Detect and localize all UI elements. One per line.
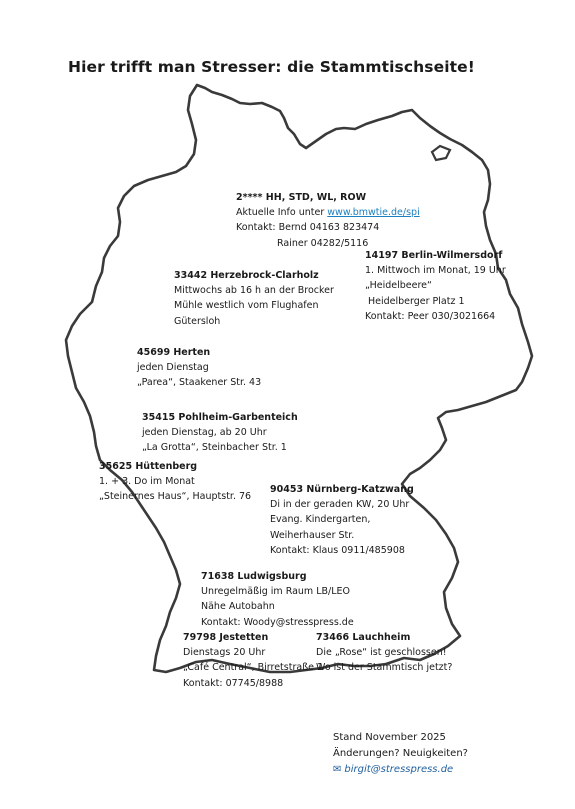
entry-herten-head: 45699 Herten bbox=[137, 347, 211, 358]
entry-jestetten-l3: Kontakt: 07745/8988 bbox=[183, 677, 284, 689]
entry-herzebrock-head: 33442 Herzebrock-Clarholz bbox=[174, 270, 319, 281]
mail-icon: ✉ bbox=[333, 764, 342, 775]
entry-hh-info bbox=[236, 205, 420, 220]
entry-jestetten-head: 79798 Jestetten bbox=[183, 632, 269, 643]
entry-huettenberg bbox=[99, 459, 251, 505]
entry-herzebrock bbox=[174, 268, 334, 329]
entry-huettenberg-head: 35625 Hüttenberg bbox=[99, 461, 198, 472]
entry-ludwigsburg-head: 71638 Ludwigsburg bbox=[201, 571, 307, 582]
entry-hh-contact1: Kontakt: Bernd 04163 823474 bbox=[236, 222, 380, 234]
entry-herzebrock-l2: Mühle westlich vom Flughafen bbox=[174, 300, 319, 312]
entry-hh bbox=[236, 190, 420, 251]
entry-nuernberg-l1: Di in der geraden KW, 20 Uhr bbox=[270, 499, 410, 511]
entry-ludwigsburg-l1: Unregelmäßig im Raum LB/LEO bbox=[201, 586, 350, 598]
entry-ludwigsburg bbox=[201, 569, 354, 630]
entry-berlin-l2: „Heidelbeere“ bbox=[365, 280, 432, 292]
entry-lauchheim-head: 73466 Lauchheim bbox=[316, 632, 411, 643]
entry-jestetten-l1: Dienstags 20 Uhr bbox=[183, 647, 266, 659]
footer-email[interactable]: birgit@stresspress.de bbox=[344, 764, 454, 775]
entry-nuernberg-head: 90453 Nürnberg-Katzwang bbox=[270, 484, 414, 495]
entry-herzebrock-l1: Mittwochs ab 16 h an der Brocker bbox=[174, 285, 334, 297]
entry-hh-info-link[interactable]: www.bmwtie.de/spi bbox=[327, 207, 420, 219]
entry-herten-l2: „Parea“, Staakener Str. 43 bbox=[137, 377, 262, 389]
entry-nuernberg-l3: Weiherhauser Str. bbox=[270, 529, 355, 541]
entry-nuernberg-l4: Kontakt: Klaus 0911/485908 bbox=[270, 544, 405, 556]
entry-herten-l1: jeden Dienstag bbox=[137, 362, 209, 374]
entry-ludwigsburg-l3: Kontakt: Woody@stresspress.de bbox=[201, 616, 354, 628]
entry-berlin-head: 14197 Berlin-Wilmersdorf bbox=[365, 250, 503, 261]
entry-berlin-l3: Heidelberger Platz 1 bbox=[368, 295, 465, 307]
entry-berlin-l4: Kontakt: Peer 030/3021664 bbox=[365, 310, 496, 322]
entry-jestetten-l2: „Café Central“, Birretstraße 1 bbox=[183, 662, 324, 674]
entry-jestetten bbox=[183, 630, 323, 691]
entry-hh-info-prefix: Aktuelle Info unter bbox=[236, 207, 328, 219]
entry-pohlheim bbox=[142, 410, 298, 456]
entry-pohlheim-l2: „La Grotta“, Steinbacher Str. 1 bbox=[142, 442, 287, 454]
entry-nuernberg bbox=[270, 482, 414, 558]
entry-lauchheim-l1: Die „Rose“ ist geschlossen! bbox=[316, 647, 447, 659]
entry-huettenberg-l2: „Steinernes Haus“, Hauptstr. 76 bbox=[99, 491, 252, 503]
entry-berlin-l1: 1. Mittwoch im Monat, 19 Uhr bbox=[365, 265, 506, 277]
page-title: Hier trifft man Stresser: die Stammtischseite! bbox=[68, 58, 475, 76]
entry-pohlheim-l1: jeden Dienstag, ab 20 Uhr bbox=[142, 427, 267, 439]
footer-stand: Stand November 2025 bbox=[333, 732, 446, 743]
entry-pohlheim-head: 35415 Pohlheim-Garbenteich bbox=[142, 412, 298, 423]
entry-lauchheim-l2: Wo ist der Stammtisch jetzt? bbox=[316, 662, 453, 674]
entry-nuernberg-l2: Evang. Kindergarten, bbox=[270, 514, 371, 526]
entry-herzebrock-l3: Gütersloh bbox=[174, 315, 221, 327]
entry-hh-contact2: Rainer 04282/5116 bbox=[277, 237, 369, 249]
entry-hh-head: 2**** HH, STD, WL, ROW bbox=[236, 192, 367, 203]
footer-email-line[interactable] bbox=[333, 762, 468, 778]
footer bbox=[333, 730, 468, 778]
island-outline bbox=[432, 146, 450, 160]
entry-huettenberg-l1: 1. + 3. Do im Monat bbox=[99, 476, 195, 488]
footer-question: Änderungen? Neuigkeiten? bbox=[333, 748, 468, 759]
entry-ludwigsburg-l2: Nähe Autobahn bbox=[201, 601, 275, 613]
entry-lauchheim bbox=[316, 630, 452, 676]
entry-herten bbox=[137, 345, 261, 391]
entry-berlin bbox=[365, 248, 506, 324]
